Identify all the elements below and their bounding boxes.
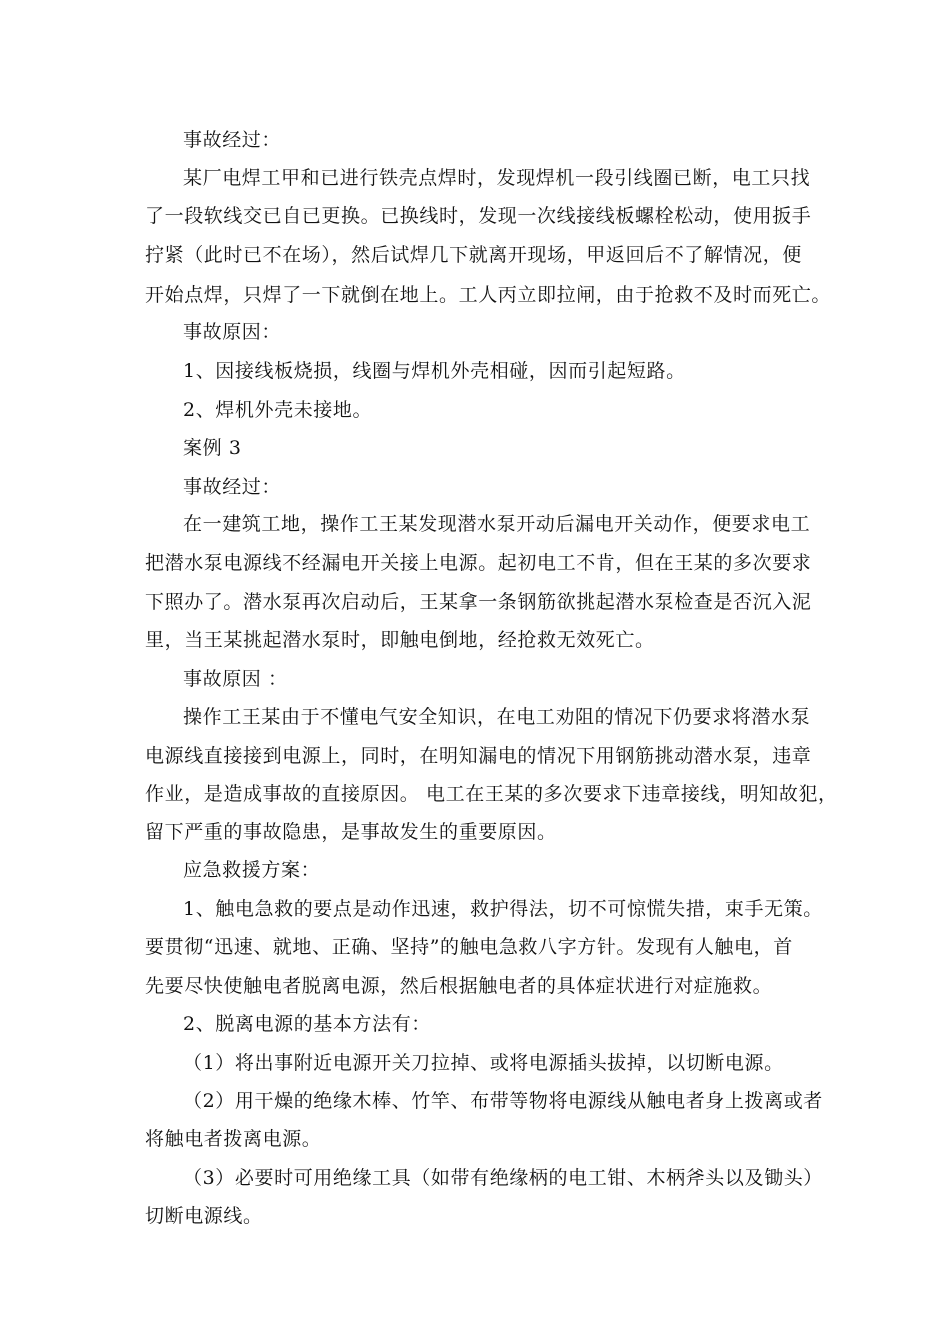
heading-accident-process: 事故经过：: [183, 129, 282, 151]
list-item: 2、脱离电源的基本方法有：: [183, 1013, 431, 1035]
heading-accident-cause: 事故原因：: [183, 321, 282, 343]
paragraph-line: 了一段软线交已自已更换。已换线时，发现一次线接线板螺栓松动，使用扳手: [145, 205, 812, 227]
paragraph-line: 作业，是造成事故的直接原因。 电工在王某的多次要求下违章接线，明知故犯，: [145, 783, 838, 805]
list-item: 1、因接线板烧损，线圈与焊机外壳相碰，因而引起短路。: [183, 360, 686, 382]
paragraph-line: 切断电源线。: [145, 1205, 263, 1227]
heading-accident-process: 事故经过：: [183, 476, 282, 498]
paragraph-line: 下照办了。潜水泵再次启动后，王某拿一条钢筋欲挑起潜水泵检查是否沉入泥: [145, 591, 812, 613]
paragraph-line: 留下严重的事故隐患，是事故发生的重要原因。: [145, 821, 557, 843]
paragraph-line: 某厂电焊工甲和已进行铁壳点焊时，发现焊机一段引线圈已断，电工只找: [183, 167, 811, 189]
paragraph-line: 要贯彻“迅速、就地、正确、坚持”的触电急救八字方针。发现有人触电，首: [145, 936, 793, 958]
paragraph-line: 开始点焊，只焊了一下就倒在地上。工人丙立即拉闸，由于抢救不及时而死亡。: [145, 284, 832, 306]
paragraph-line: 拧紧（此时已不在场），然后试焊几下就离开现场，甲返回后不了解情况，便: [145, 244, 802, 266]
list-item: （3）必要时可用绝缘工具（如带有绝缘柄的电工钳、木柄斧头以及锄头）: [183, 1167, 823, 1189]
paragraph-line: 操作工王某由于不懂电气安全知识，在电工劝阻的情况下仍要求将潜水泵: [183, 706, 811, 728]
list-item: （1）将出事附近电源开关刀拉掉、或将电源插头拔掉，以切断电源。: [183, 1052, 784, 1074]
paragraph-line: 电源线直接接到电源上，同时，在明知漏电的情况下用钢筋挑动潜水泵，违章: [145, 745, 812, 767]
heading-accident-cause: 事故原因 ：: [183, 668, 288, 690]
paragraph-line: 将触电者拨离电源。: [145, 1128, 322, 1150]
paragraph-line: 里，当王某挑起潜水泵时，即触电倒地，经抢救无效死亡。: [145, 629, 655, 651]
paragraph-line: 先要尽快使触电者脱离电源，然后根据触电者的具体症状进行对症施救。: [145, 975, 773, 997]
heading-emergency-plan: 应急救援方案：: [183, 859, 321, 881]
paragraph-line: 1、触电急救的要点是动作迅速，救护得法，切不可惊慌失措，束手无策。: [183, 898, 823, 920]
paragraph-line: 把潜水泵电源线不经漏电开关接上电源。起初电工不肯，但在王某的多次要求: [145, 552, 812, 574]
heading-case-3: 案例 3: [183, 437, 242, 459]
paragraph-line: 在一建筑工地，操作工王某发现潜水泵开动后漏电开关动作，便要求电工: [183, 513, 811, 535]
list-item: 2、焊机外壳未接地。: [183, 399, 373, 421]
list-item: （2）用干燥的绝缘木棒、竹竿、布带等物将电源线从触电者身上拨离或者: [183, 1090, 823, 1112]
